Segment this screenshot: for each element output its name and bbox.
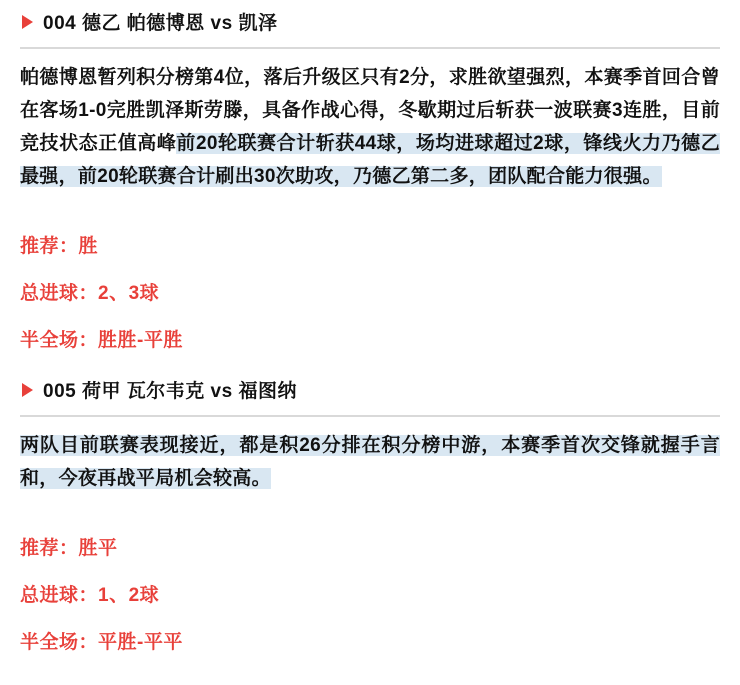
analysis-highlight-text: 前20轮联赛合计斩获44球，场均进球超过2球，锋线火力乃德乙最强，前20轮联赛合计刷出30次助攻，乃德乙第二多，团队配合能力很强。 [20, 133, 720, 187]
divider [20, 415, 720, 417]
match-analysis-005 [20, 429, 720, 495]
match-header-004 [20, 0, 720, 41]
triangle-right-icon [22, 383, 33, 397]
recommendation-line [20, 231, 720, 258]
total-goals-label: 总进球： [20, 585, 99, 606]
match-analysis-004 [20, 61, 720, 193]
half-full-time-label: 半全场： [20, 330, 99, 351]
recommendation-value: 胜 [78, 236, 99, 257]
match-header-005 [20, 366, 720, 409]
match-title: 005 荷甲 瓦尔韦克 vs 福图纳 [43, 381, 297, 402]
match-block-004 [20, 0, 720, 352]
recommendation-label: 推荐： [20, 236, 79, 257]
recommendation-label: 推荐： [20, 538, 79, 559]
divider [20, 47, 720, 49]
total-goals-line [20, 580, 720, 607]
recommendation-value: 胜平 [78, 538, 118, 559]
total-goals-value: 2、3球 [98, 283, 160, 304]
half-full-time-value: 平胜-平平 [98, 632, 183, 653]
total-goals-line [20, 278, 720, 305]
half-full-time-line [20, 325, 720, 352]
half-full-time-label: 半全场： [20, 632, 99, 653]
analysis-highlight-text: 两队目前联赛表现接近，都是积26分排在积分榜中游，本赛季首次交锋就握手言和，今夜再战平局机会较高。 [20, 435, 720, 489]
match-title: 004 德乙 帕德博恩 vs 凯泽 [43, 13, 278, 34]
match-block-005 [20, 366, 720, 654]
total-goals-label: 总进球： [20, 283, 99, 304]
analysis-plain-text: 帕德博恩暂列积分榜第4位，落后升级区只有2分，求胜欲望强烈，本赛季首回合曾在客场1-0完胜凯泽斯劳滕，具备作战心得，冬歇期过后斩获一波联赛3连胜，目前竞技状态正值高峰 [20, 67, 720, 154]
total-goals-value: 1、2球 [98, 585, 160, 606]
half-full-time-line [20, 627, 720, 654]
recommendation-line [20, 533, 720, 560]
triangle-right-icon [22, 15, 33, 29]
half-full-time-value: 胜胜-平胜 [98, 330, 183, 351]
